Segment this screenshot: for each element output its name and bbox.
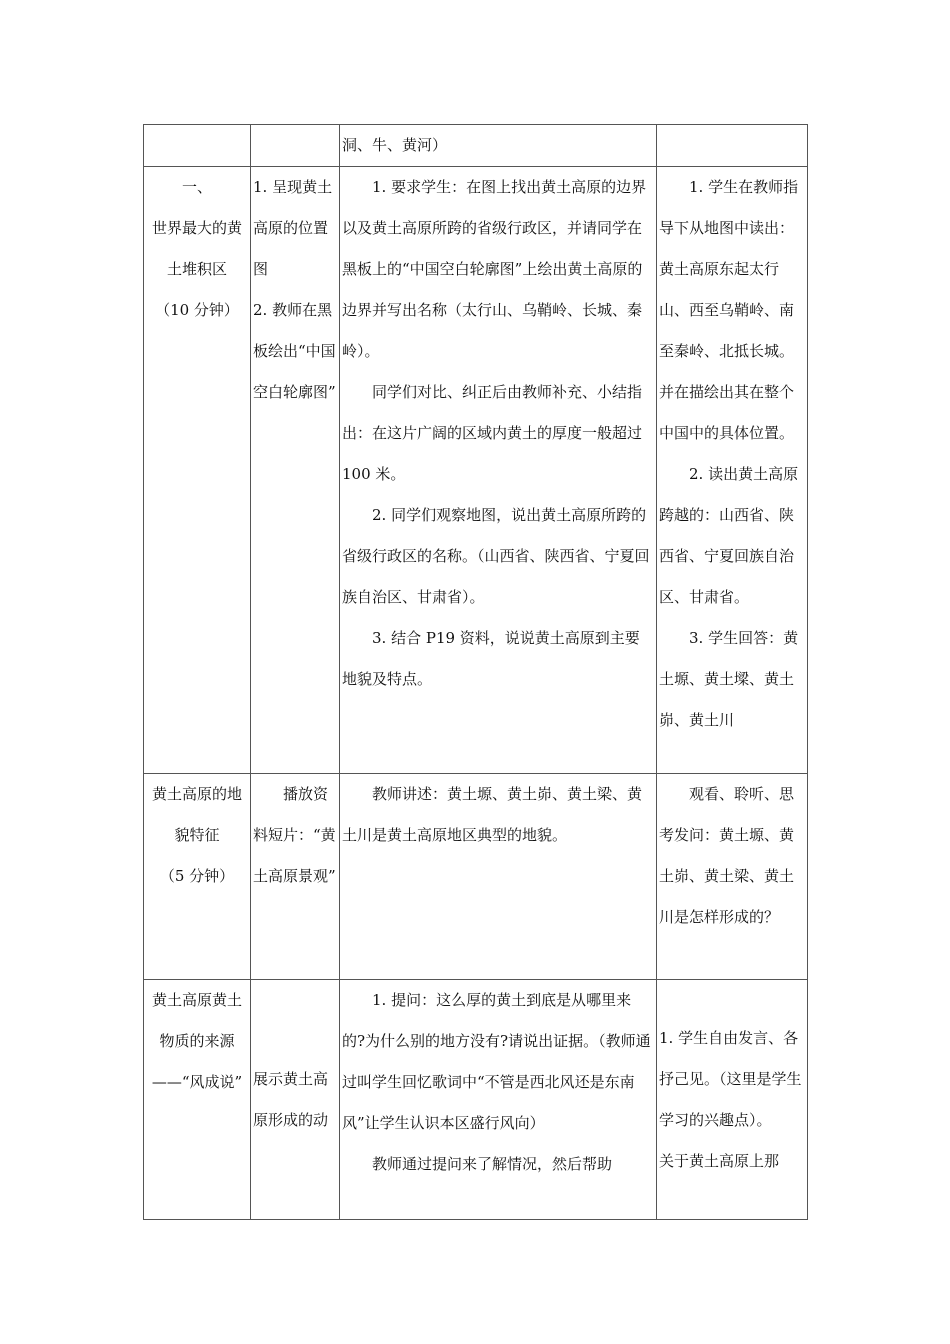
stage-cell <box>144 980 251 1220</box>
media-text: 播放资料短片：“黄土高原景观” <box>253 785 336 885</box>
teacher-text: 洞、牛、黄河） <box>342 136 448 154</box>
student-text: 3. 学生回答：黄土塬、黄土墚、黄土峁、黄土川 <box>659 629 799 729</box>
media-text: 展示黄土高原形成的动 <box>253 1069 329 1129</box>
student-text: 1. 学生自由发言、各抒己见。（这里是学生学习的兴趣点）。 <box>659 1028 802 1129</box>
media-cell <box>251 125 340 167</box>
student-text: 2. 读出黄土高原跨越的：山西省、陕西省、宁夏回族自治区、甘肃省。 <box>659 465 799 606</box>
media-cell <box>251 980 340 1220</box>
stage-title: 黄土高原的地貌特征 <box>151 785 242 844</box>
teacher-cell <box>340 774 657 980</box>
stage-cell <box>144 774 251 980</box>
teacher-text: 教师讲述：黄土塬、黄土峁、黄土梁、黄土川是黄土高原地区典型的地貌。 <box>342 785 643 844</box>
media-cell <box>251 774 340 980</box>
student-cell <box>657 980 808 1220</box>
media-cell <box>251 167 340 774</box>
stage-duration: （10 分钟） <box>155 301 239 319</box>
student-text: 1. 学生在教师指导下从地图中读出：黄土高原东起太行山、西至乌鞘岭、南至秦岭、北抵长城。并在描绘出其在整个中国中的具体位置。 <box>659 178 799 442</box>
teacher-text: 1. 提问：这么厚的黄土到底是从哪里来的?为什么别的地方没有?请说出证据。（教师通过叫学生回忆歌词中“不管是西北风还是东南风”让学生认识本区盛行风向） <box>342 991 651 1132</box>
teacher-text: 1. 要求学生：在图上找出黄土高原的边界以及黄土高原所跨的省级行政区，并请同学在黑板上的“中国空白轮廓图”上绘出黄土高原的边界并写出名称（太行山、乌鞘岭、长城、秦岭）。 <box>342 178 647 360</box>
teacher-text: 教师通过提问来了解情况，然后帮助 <box>372 1155 613 1173</box>
stage-cell <box>144 125 251 167</box>
teacher-text: 同学们对比、纠正后由教师补充、小结指出：在这片广阔的区域内黄土的厚度一般超过 100 米。 <box>342 383 643 483</box>
lesson-plan-table <box>143 124 808 1220</box>
teacher-cell <box>340 980 657 1220</box>
teacher-cell <box>340 125 657 167</box>
stage-cell <box>144 167 251 774</box>
student-text: 观看、聆听、思考发问：黄土塬、黄土峁、黄土梁、黄土川是怎样形成的？ <box>659 785 795 926</box>
table-row <box>144 774 808 980</box>
table-row <box>144 167 808 774</box>
media-text: 1. 呈现黄土高原的位置图 <box>253 178 333 278</box>
student-cell <box>657 167 808 774</box>
stage-title: 黄土高原黄土物质的来源——“风成说” <box>151 991 243 1091</box>
teacher-text: 3. 结合 P19 资料，说说黄土高原到主要地貌及特点。 <box>342 629 640 688</box>
stage-title: 世界最大的黄土堆积区 <box>151 219 242 278</box>
table-row <box>144 980 808 1220</box>
table-row <box>144 125 808 167</box>
student-cell <box>657 774 808 980</box>
teacher-text: 2. 同学们观察地图，说出黄土高原所跨的省级行政区的名称。（山西省、陕西省、宁夏回族自治区、甘肃省）。 <box>342 506 650 606</box>
student-text: 关于黄土高原上那 <box>659 1151 780 1170</box>
stage-number: 一、 <box>181 178 212 196</box>
student-cell <box>657 125 808 167</box>
teacher-cell <box>340 167 657 774</box>
media-text: 2. 教师在黑板绘出“中国空白轮廓图” <box>253 301 336 401</box>
stage-duration: （5 分钟） <box>159 867 235 885</box>
